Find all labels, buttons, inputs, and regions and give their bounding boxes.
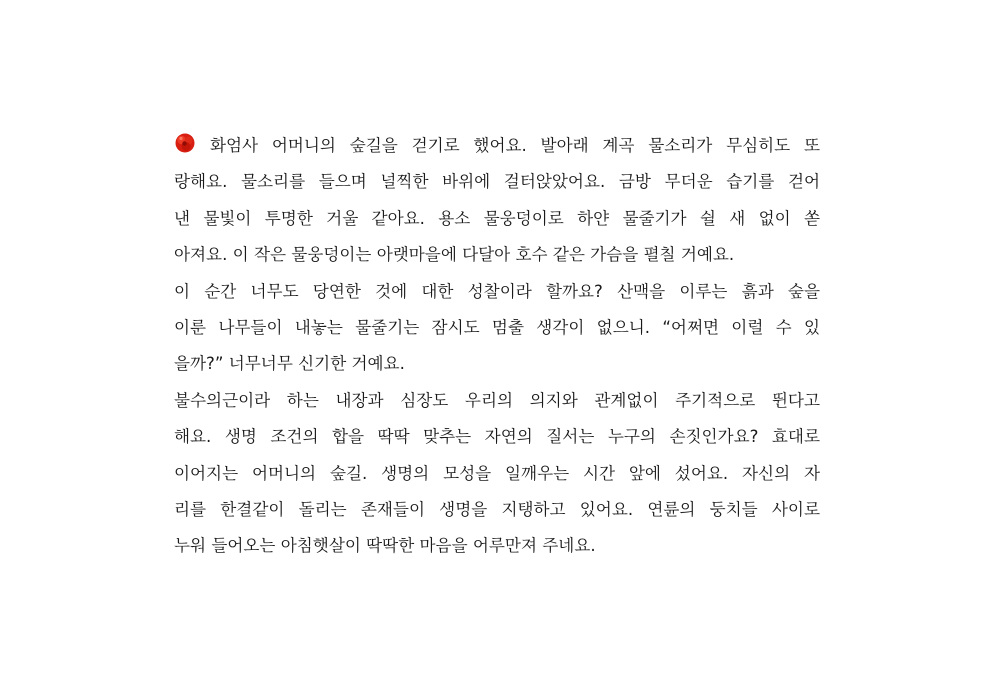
text-line: 해요. 생명 조건의 합을 딱딱 맞추는 자연의 질서는 누구의 손짓인가요? 효대로 [174, 427, 820, 447]
text-line: 리를 한결같이 돌리는 존재들이 생명을 지탱하고 있어요. 연륜의 둥치들 사이로 [174, 499, 820, 519]
text-line: 이 순간 너무도 당연한 것에 대한 성찰이라 할까요? 산맥을 이루는 흙과 숲을 [174, 281, 820, 301]
line-text: 화엄사 어머니의 숲길을 걷기로 했어요. 발아래 계곡 물소리가 무심히도 또 [210, 136, 820, 155]
text-line: 낸 물빛이 투명한 거울 같아요. 용소 물웅덩이로 하얀 물줄기가 쉴 새 없이 쏟 [174, 208, 820, 228]
paragraph-3 [174, 383, 820, 565]
paragraph-2 [174, 274, 820, 383]
essay-text [174, 128, 820, 565]
text-line [174, 128, 820, 164]
text-line: 랑해요. 물소리를 들으며 널찍한 바위에 걸터앉았어요. 금방 무더운 습기를 걷어 [174, 172, 820, 192]
paragraph-1 [174, 128, 820, 274]
text-line: 을까?” 너무너무 신기한 거예요. [174, 354, 405, 374]
text-line: 이룬 나무들이 내놓는 물줄기는 잠시도 멈출 생각이 없으니. “어쩌면 이럴 수 있 [174, 317, 820, 337]
text-line: 아져요. 이 작은 물웅덩이는 아랫마을에 다달아 호수 같은 가슴을 펼칠 거예요. [174, 245, 735, 265]
text-line: 불수의근이라 하는 내장과 심장도 우리의 의지와 관계없이 주기적으로 뛴다고 [174, 390, 820, 410]
text-line: 누워 들어오는 아침햇살이 딱딱한 마음을 어루만져 주네요. [174, 536, 596, 556]
text-line: 이어지는 어머니의 숲길. 생명의 모성을 일깨우는 시간 앞에 섰어요. 자신의 자 [174, 463, 820, 483]
red-flower-icon [174, 132, 196, 154]
